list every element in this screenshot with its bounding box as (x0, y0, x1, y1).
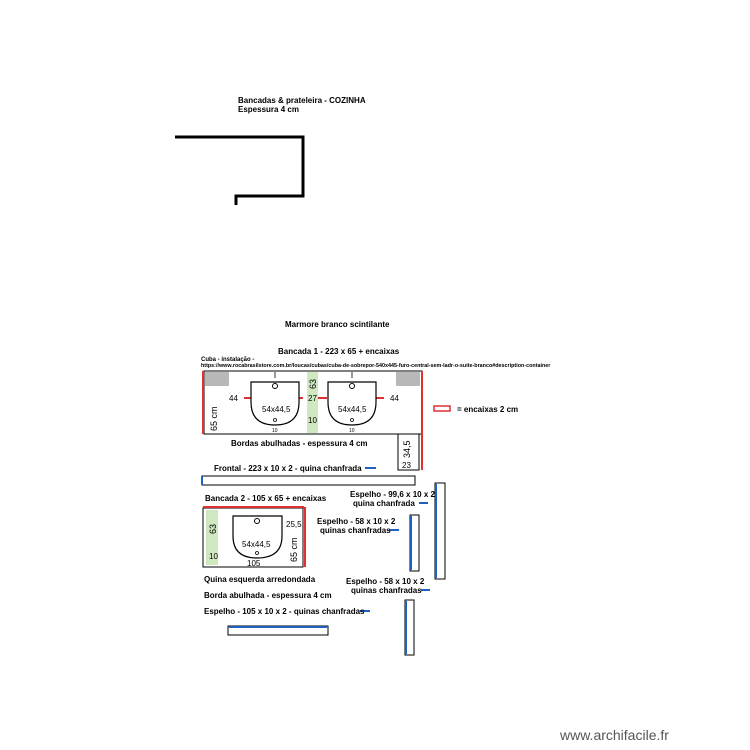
bancada1-corner-right (396, 372, 420, 386)
bancada2-dim-10: 10 (209, 552, 218, 561)
frontal-piece (202, 476, 415, 485)
bancada1-dim-44-right: 44 (390, 394, 399, 403)
bancada1-sink-left-size: 54x44,5 (262, 405, 291, 414)
bancada1-dim-63: 63 (308, 378, 318, 389)
bancada1-dim-10: 10 (308, 416, 317, 425)
bancada1-dim-44-left: 44 (229, 394, 238, 403)
bancada1-dim-23: 23 (402, 461, 411, 470)
cuba-label: Cuba - instalação - (201, 357, 255, 363)
plan-subtitle: Espessura 4 cm (238, 105, 299, 114)
legend-encaixas-label: = encaixas 2 cm (457, 405, 519, 414)
bordas-label: Bordas abulhadas - espessura 4 cm (231, 439, 368, 448)
bancada1-corner-left (205, 372, 229, 386)
cuba-url[interactable]: https://www.rocabrasilstore.com.br/loucas/cubas/cuba-de-sobrepor-540x445-furo-central-sem-ladr-o-suite-branco#description-container (201, 363, 551, 369)
material-label: Marmore branco scintilante (285, 320, 390, 329)
espelho-99-label-2: quina chanfrada (353, 499, 415, 508)
espelho-105-label: Espelho - 105 x 10 x 2 - quinas chanfradas (204, 607, 365, 616)
bancada2-quina-label: Quina esquerda arredondada (204, 575, 316, 584)
bancada1-dim-34-5: 34,5 (402, 440, 412, 458)
bancada1-dim-65cm: 65 cm (209, 406, 219, 431)
watermark: www.archifacile.fr (560, 727, 669, 743)
bancada2-dim-105: 105 (247, 559, 261, 568)
bancada2-dim-63: 63 (208, 523, 218, 534)
frontal-label: Frontal - 223 x 10 x 2 - quina chanfrada (214, 464, 362, 473)
bancada1-sink-right-size: 54x44,5 (338, 405, 367, 414)
espelho-58a-label-1: Espelho - 58 x 10 x 2 (317, 517, 396, 526)
bancada1-sink-mark-top: 10 (349, 428, 355, 434)
bancada2-title: Bancada 2 - 105 x 65 + encaixas (205, 494, 327, 503)
kitchen-counter-outline (175, 137, 303, 205)
bancada2-dim-25-5: 25,5 (286, 520, 302, 529)
bancada1-sink-mark-bottom: 10 (272, 428, 278, 434)
legend-encaixas-swatch (434, 406, 450, 411)
plan-title: Bancadas & prateleira - COZINHA (238, 96, 366, 105)
bancada1-dim-27: 27 (308, 394, 317, 403)
bancada2-sink-size: 54x44,5 (242, 540, 271, 549)
bancada1-title: Bancada 1 - 223 x 65 + encaixas (278, 347, 400, 356)
espelho-58a-label-2: quinas chanfradas (320, 526, 391, 535)
bancada2-dim-65cm: 65 cm (289, 537, 299, 562)
espelho-58b-label-1: Espelho - 58 x 10 x 2 (346, 577, 425, 586)
espelho-58b-label-2: quinas chanfradas (351, 586, 422, 595)
espelho-99-label-1: Espelho - 99,6 x 10 x 2 (350, 490, 435, 499)
bancada2-borda-label: Borda abulhada - espessura 4 cm (204, 591, 332, 600)
